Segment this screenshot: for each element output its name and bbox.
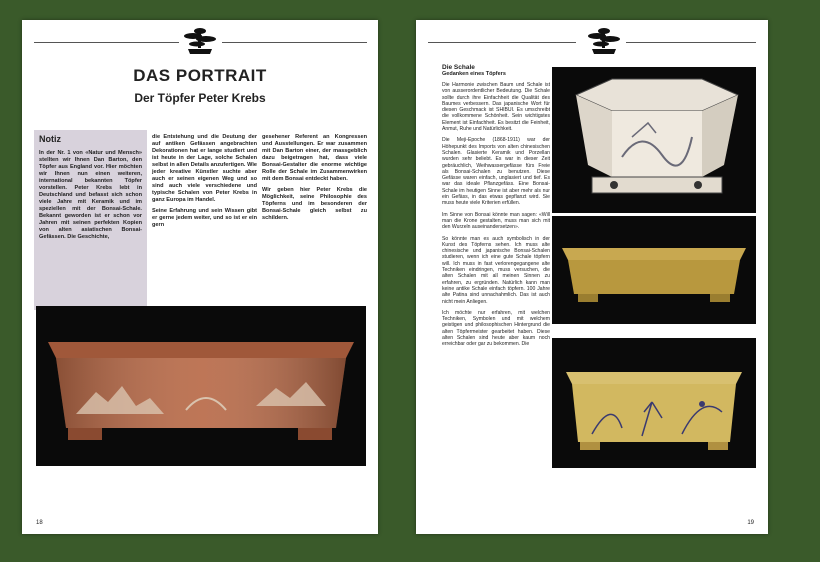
hexagonal-porcelain-pot-photo [552, 67, 756, 213]
article-subheading: Gedanken eines Töpfers [442, 71, 506, 77]
article-para-4: So könnte man es auch symbolisch in der Kunst des Töpferns sehen. Ich muss alte chinesische und japanische Bonsai-Schalen studieren, wenn ich eine gute Schale töpfern will. Ich muss in fast verlorengegangene alte Techniken eindringen, muss versuchen, die alten Schalen mit all meinen Sinnen zu erfahren, zu ergründen. Natürlich kann man keine antike Schale einfach töpfern. 100 Jahre alte Patina sind unnachahmlich. Das ist auch nicht mein Anliegen. [442, 235, 550, 305]
header-rule-left [428, 42, 576, 43]
header-rule-right [626, 42, 756, 43]
decorated-yellow-pot-photo [552, 338, 756, 468]
article-para-2: Die Meji-Epoche (1868-1911) war der Höhepunkt des Imports von alten chinesischen Schalen. Glasierte Keramik und Porzellan wurden sehr beliebt. Es war in dieser Zeit gebräuchlich, Weihwassergefässe fürs Freie als Bonsai-Schalen zu benutzen. Diese Gefässe waren einfach, unglasiert und tief. Es war das ideale Pflanzgefäss. Eine Bonsai-Schale im heutigen Sinne ist aber mehr als nur ein Gefäss, in das etwas gepflanzt wird. Sie muss heute viele Kriterien erfüllen. [442, 137, 550, 207]
text-column-3-para-1: gesehener Referent an Kongressen und Ausstellungen. Er war zusammen mit Dan Barton einer, der massgeblich dazu beigetragen hat, dass viele Bonsai-Gestalter die enorme wichtige Rolle der Schale im Zusammenwirken mit dem Bonsai entdeckt haben. [262, 134, 367, 182]
article-column [442, 64, 550, 353]
page-title: DAS PORTRAIT [133, 66, 267, 85]
page-number-right: 19 [747, 520, 754, 526]
terracotta-pot-photo [36, 306, 366, 466]
bonsai-logo-icon [584, 26, 624, 56]
page-number-left: 18 [36, 520, 43, 526]
bonsai-logo-icon [180, 26, 220, 56]
right-page [416, 20, 768, 534]
page-subtitle: Der Töpfer Peter Krebs [134, 91, 266, 105]
article-heading: Die Schale [442, 64, 475, 71]
yellow-rectangular-pot-photo [552, 216, 756, 324]
text-column-2-para-1: die Entstehung und die Deutung der auf antiken Gefässen angebrachten Dekorationen hat er lange studiert und ist heute in der Lage, solche Schalen selbst in allen Details anzufertigen. Wie jeder kreative Künstler suchte aber auch er seinen eigenen Weg und so sind auch viele verschiedene und typische Schalen von Peter Krebs in ganz Europa im Handel. [152, 134, 257, 203]
text-column-2 [152, 134, 257, 233]
header-rule-right [222, 42, 367, 43]
left-page [22, 20, 378, 534]
notiz-heading: Notiz [39, 134, 61, 144]
notiz-column-1: In der Nr. 1 von «Natur und Mensch» stellten wir Ihnen Dan Barton, den Töpfer aus England vor. Hier möchten wir Ihnen nun einen weiteren, international bekannten Töpfer vorstellen. Peter Krebs lebt in Deutschland und befasst sich schon viele Jahre mit Keramik und im speziellen mit der Bonsai-Schale. Bekannt geworden ist er schon vor Jahren mit seinen perfekten Kopien von alten asiatischen Bonsai-Gefässen. Die Geschichte, [39, 150, 142, 240]
article-para-1: Die Harmonie zwischen Baum und Schale ist von ausserordentlicher Bedeutung. Die Schale sollte durch ihre Einfachheit die Qualität des Baumes verbessern. Das japanische Wort für diesen Geschmack ist SHIBUI. Es umschreibt die vollkommene Schönheit. Sein wichtigstes Element ist Einfachheit. Es besitzt die Feinheit, Anmut, Ruhe und Natürlichkeit. [442, 82, 550, 133]
text-column-3-para-2: Wir geben hier Peter Krebs die Möglichkeit, seine Philosophie des Töpferns und im besonderen der Bonsai-Schale gleich selbst zu schildern. [262, 187, 367, 221]
text-column-2-para-2: Seine Erfahrung und sein Wissen gibt er gerne jedem weiter, und so ist er ein gern [152, 208, 257, 228]
article-para-3: Im Sinne von Bonsai könnte man sagen: «Will man die Krone gestalten, muss man sich mit den Wurzeln auseinandersetzen». [442, 211, 550, 231]
text-column-3 [262, 134, 367, 226]
notiz-box [34, 130, 147, 310]
article-para-5: Ich möchte nur erfahren, mit welchen Techniken, Symbolen und mit welchem geistigen und philosophischen Hintergrund die alten Töpfermeister gearbeitet haben. Diese alten Schalen sind heute aber kaum noch erreichbar oder gar zu bekommen. Die [442, 309, 550, 348]
header-rule-left [34, 42, 179, 43]
